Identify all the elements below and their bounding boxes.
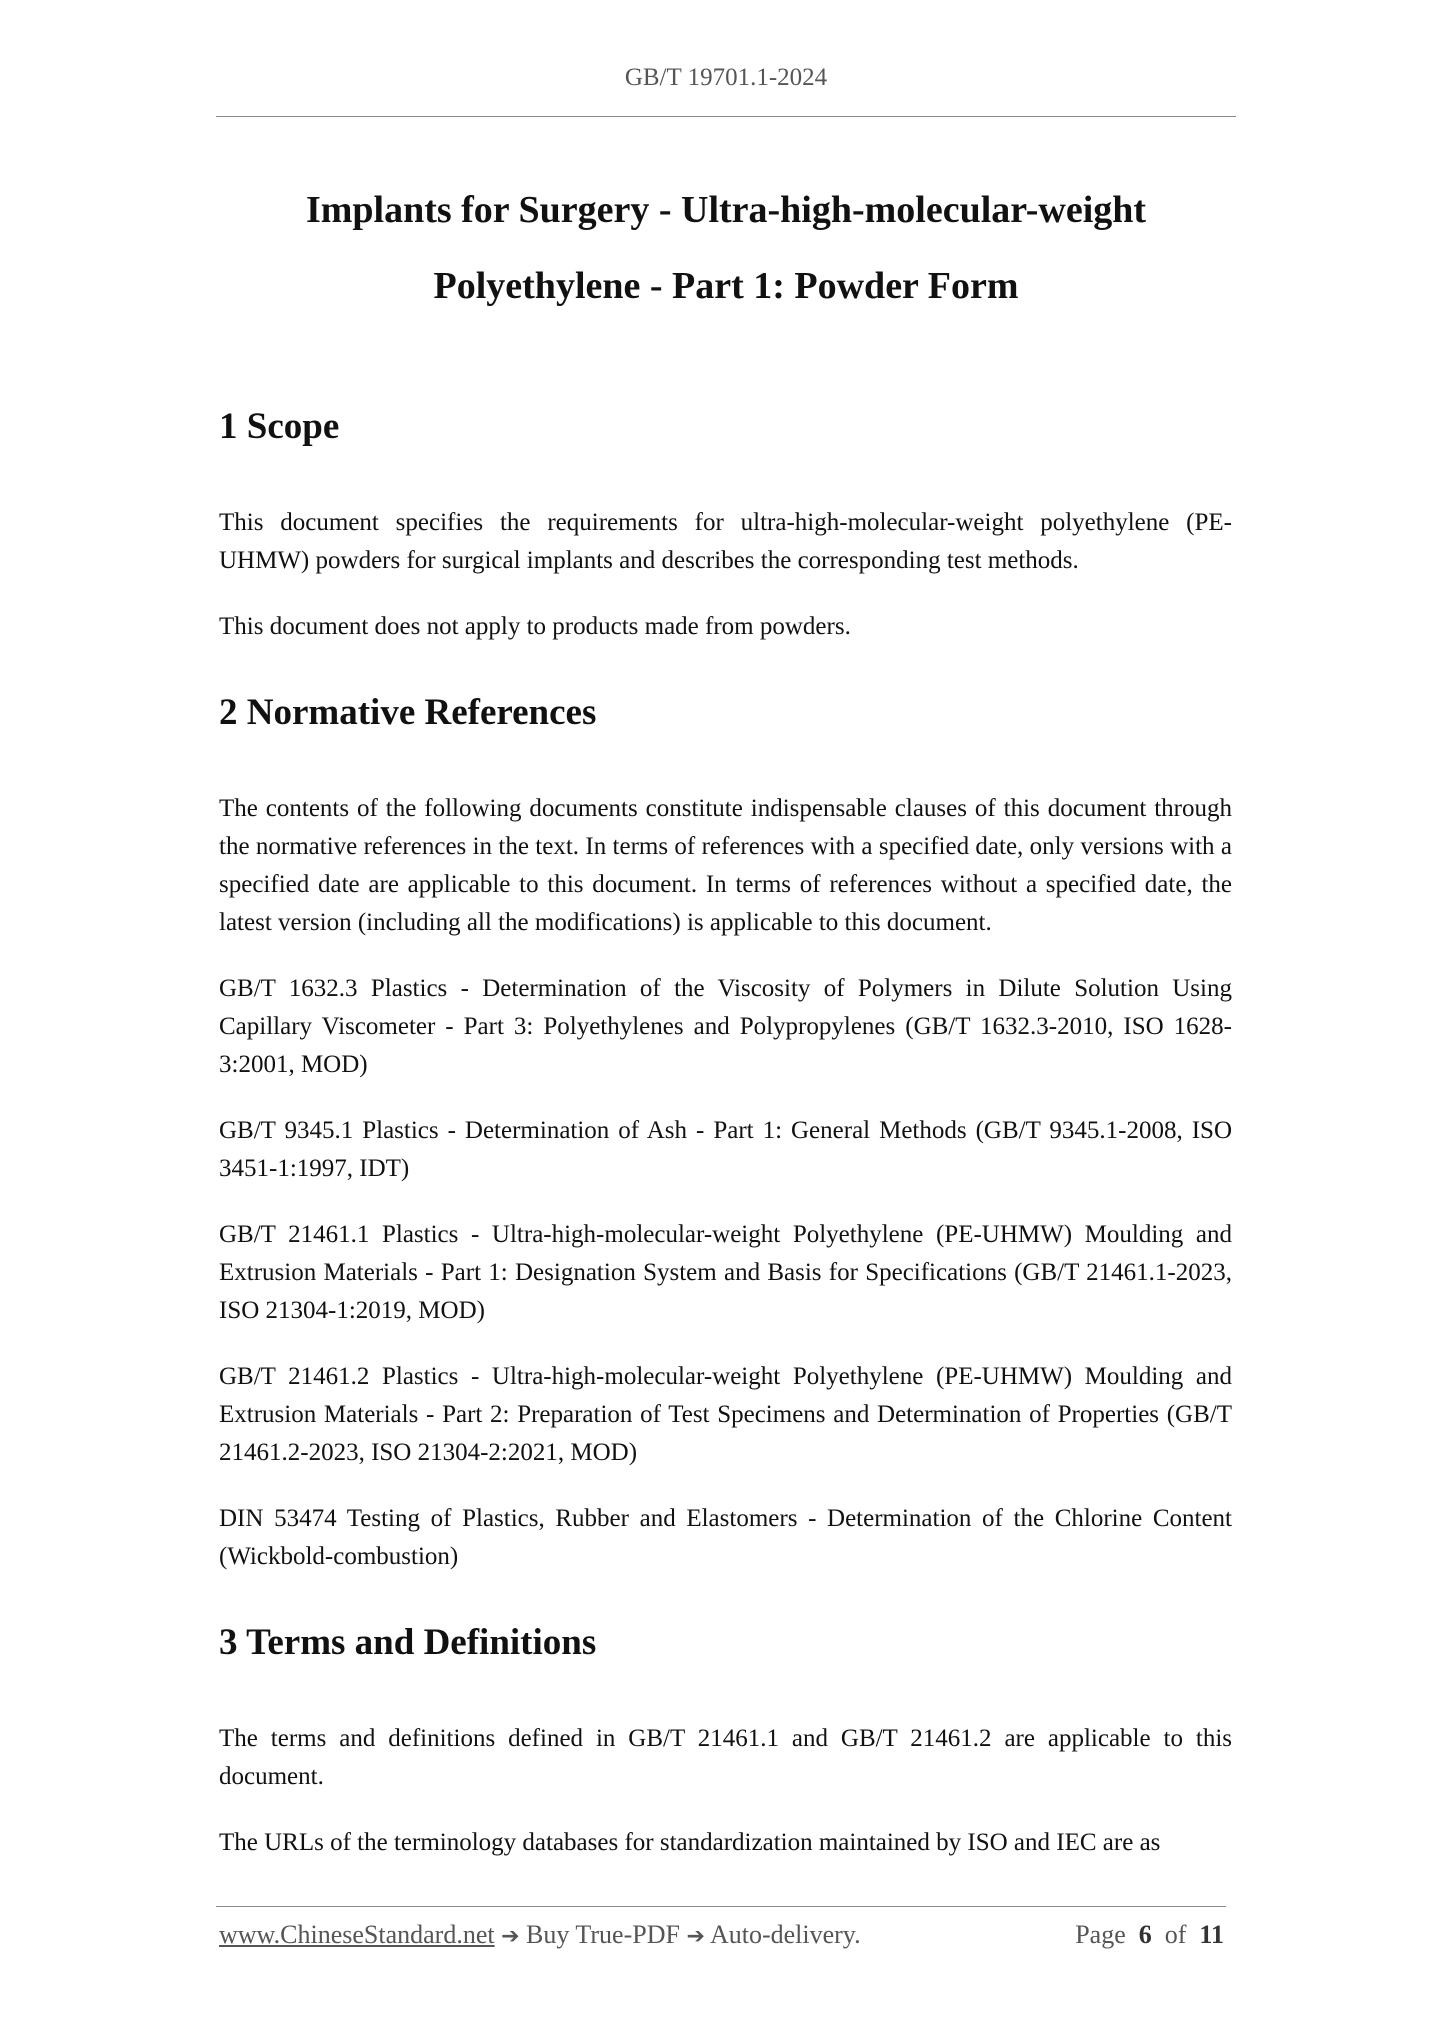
- page-label: Page: [1075, 1920, 1126, 1949]
- footer-promo: [219, 1920, 861, 1950]
- page-total: 11: [1199, 1920, 1224, 1949]
- arrow-right-icon: ➔: [501, 1924, 520, 1949]
- title-line-1: Implants for Surgery - Ultra-high-molecular-weight: [305, 189, 1147, 231]
- running-header: GB/T 19701.1-2024: [624, 64, 828, 91]
- footer-divider: [216, 1906, 1226, 1907]
- terms-paragraph-1: The terms and definitions defined in GB/T 21461.1 and GB/T 21461.2 are applicable to this document.: [219, 1725, 1232, 1790]
- page-current: 6: [1138, 1920, 1152, 1949]
- page-number: [1075, 1920, 1224, 1950]
- section-heading-normative-references: 2 Normative References: [219, 692, 597, 733]
- normative-intro-paragraph: The contents of the following documents constitute indispensable clauses of this document through the normative references in the text. In terms of references with a specified date, only versions with a specified date are applicable to this document. In terms of references without a specified date, the latest version (including all the modifications) is applicable to this document.: [219, 795, 1232, 936]
- scope-paragraph-1: This document specifies the requirements for ultra-high-molecular-weight polyethylene (PE-UHMW) powders for surgical implants and describes the corresponding test methods.: [219, 509, 1232, 574]
- reference-item: GB/T 21461.2 Plastics - Ultra-high-molecular-weight Polyethylene (PE-UHMW) Moulding and Extrusion Materials - Part 2: Preparation of Test Specimens and Determination of Properties (GB/T 21461.2-2023, ISO 21304-2:2021, MOD): [219, 1363, 1232, 1466]
- arrow-right-icon: ➔: [686, 1924, 705, 1949]
- page-footer: [219, 1920, 1224, 1950]
- page-of-label: of: [1164, 1920, 1187, 1949]
- section-heading-terms: 3 Terms and Definitions: [219, 1622, 597, 1663]
- reference-item: DIN 53474 Testing of Plastics, Rubber and Elastomers - Determination of the Chlorine Content (Wickbold-combustion): [219, 1505, 1232, 1570]
- reference-item: GB/T 21461.1 Plastics - Ultra-high-molecular-weight Polyethylene (PE-UHMW) Moulding and Extrusion Materials - Part 1: Designation System and Basis for Specifications (GB/T 21461.1-2023, ISO 21304-1:2019, MOD): [219, 1221, 1232, 1324]
- scope-paragraph-2: This document does not apply to products made from powders.: [219, 613, 851, 640]
- document-title: [216, 172, 1236, 324]
- section-heading-scope: 1 Scope: [219, 406, 340, 447]
- auto-delivery-text: Auto-delivery.: [709, 1920, 861, 1949]
- reference-item: GB/T 1632.3 Plastics - Determination of the Viscosity of Polymers in Dilute Solution Using Capillary Viscometer - Part 3: Polyethylenes and Polypropylenes (GB/T 1632.3-2010, ISO 1628-3:2001, MOD): [219, 975, 1232, 1078]
- reference-item: GB/T 9345.1 Plastics - Determination of Ash - Part 1: General Methods (GB/T 9345.1-2008, ISO 3451-1:1997, IDT): [219, 1117, 1232, 1182]
- terms-paragraph-2: The URLs of the terminology databases for standardization maintained by ISO and IEC are as: [219, 1829, 1161, 1856]
- site-link[interactable]: www.ChineseStandard.net: [219, 1920, 495, 1949]
- title-line-2: Polyethylene - Part 1: Powder Form: [433, 265, 1019, 307]
- buy-true-pdf-text: Buy True-PDF: [526, 1920, 680, 1949]
- document-body: [219, 392, 1232, 1862]
- header-divider: [216, 116, 1236, 117]
